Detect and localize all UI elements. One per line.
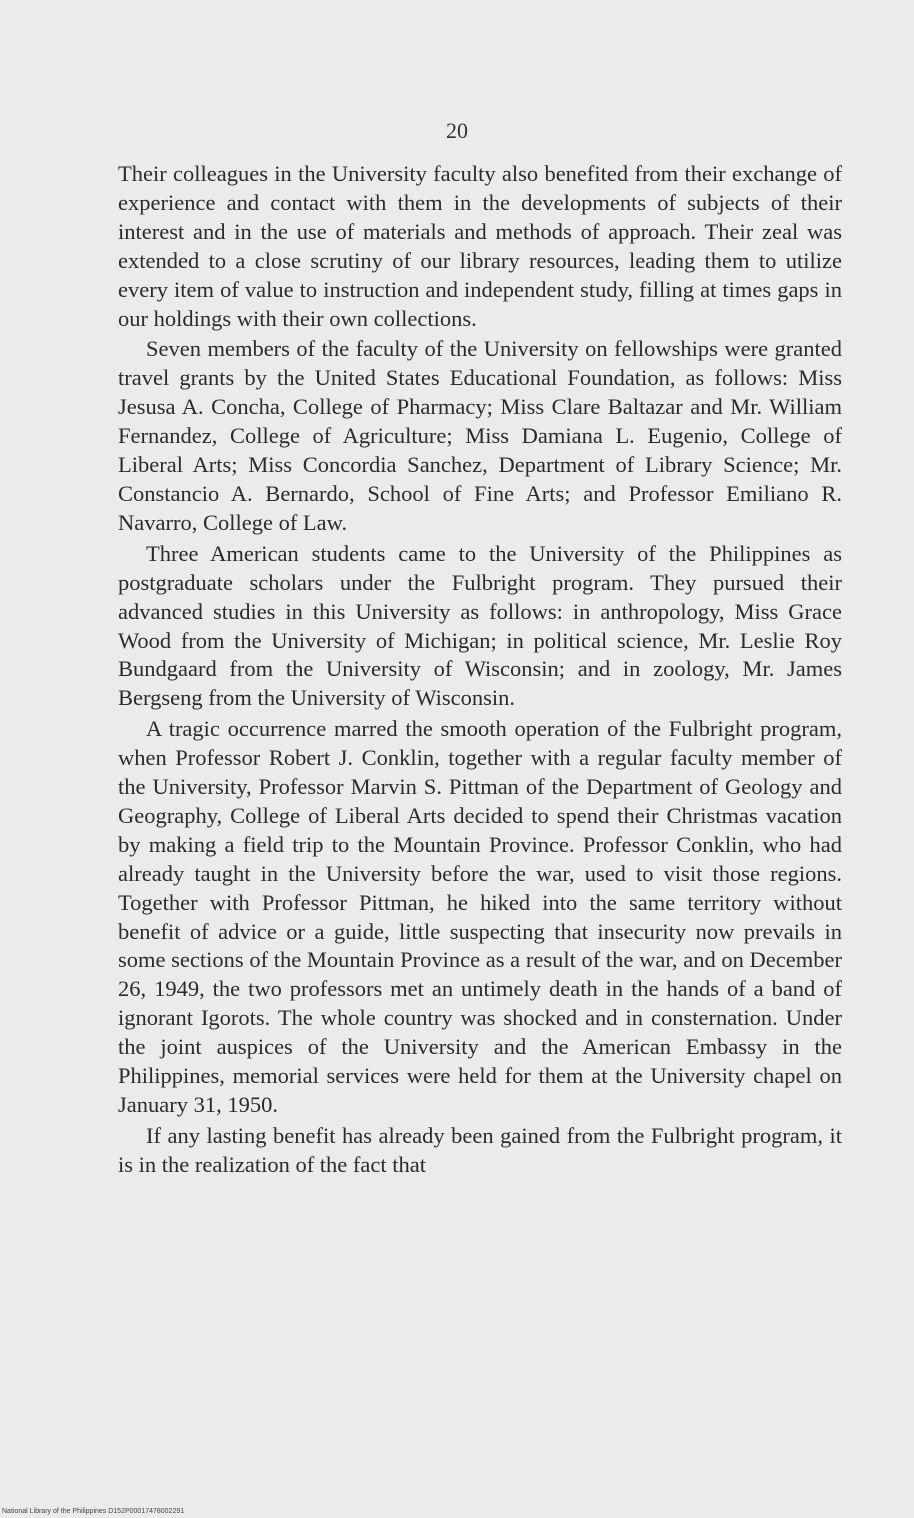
paragraph-2: Seven members of the faculty of the University on fellowships were granted travel grants by the United States Educational Foundation, as follows: Miss Jesusa A. Concha, College of Pharmacy; Miss Clare Baltazar and Mr. William Fernandez, College of Agriculture; Miss Damiana L. Eugenio, College of Liberal Arts; Miss Concordia Sanchez, Department of Library Science; Mr. Constancio A. Bernardo, School of Fine Arts; and Professor Emiliano R. Navarro, College of Law. bbox=[118, 336, 842, 535]
body-text bbox=[118, 160, 842, 1180]
paragraph-3: Three American students came to the University of the Philippines as postgraduate scholars under the Fulbright program. They pursued their advanced studies in this University as follows: in anthropology, Miss Grace Wood from the University of Michigan; in political science, Mr. Leslie Roy Bundgaard from the University of Wisconsin; and in zoology, Mr. James Bergseng from the University of Wisconsin. bbox=[118, 540, 842, 711]
paragraph-5: If any lasting benefit has already been gained from the Fulbright program, it is in the realization of the fact that bbox=[118, 1122, 842, 1177]
footer-watermark: National Library of the Philippines D152P00017478002291 bbox=[2, 1508, 185, 1515]
page-number: 20 bbox=[446, 118, 468, 143]
paragraph-1: Their colleagues in the University faculty also benefited from their exchange of experience and contact with them in the developments of subjects of their interest and in the use of materials and methods of approach. Their zeal was extended to a close scrutiny of our library resources, leading them to utilize every item of value to instruction and independent study, filling at times gaps in our holdings with their own collections. bbox=[118, 161, 842, 331]
paragraph-4: A tragic occurrence marred the smooth operation of the Fulbright program, when Professor Robert J. Conklin, together with a regular faculty member of the University, Professor Marvin S. Pittman of the Department of Geology and Geography, College of Liberal Arts decided to spend their Christmas vacation by making a field trip to the Mountain Province. Professor Conklin, who had already taught in the University before the war, used to visit those regions. Together with Professor Pittman, he hiked into the same territory without benefit of advice or a guide, little suspecting that insecurity now prevails in some sections of the Mountain Province as a result of the war, and on December 26, 1949, the two professors met an untimely death in the hands of a band of ignorant Igorots. The whole country was shocked and in consternation. Under the joint auspices of the University and the American Embassy in the Philippines, memorial services were held for them at the University chapel on January 31, 1950. bbox=[118, 716, 842, 1117]
